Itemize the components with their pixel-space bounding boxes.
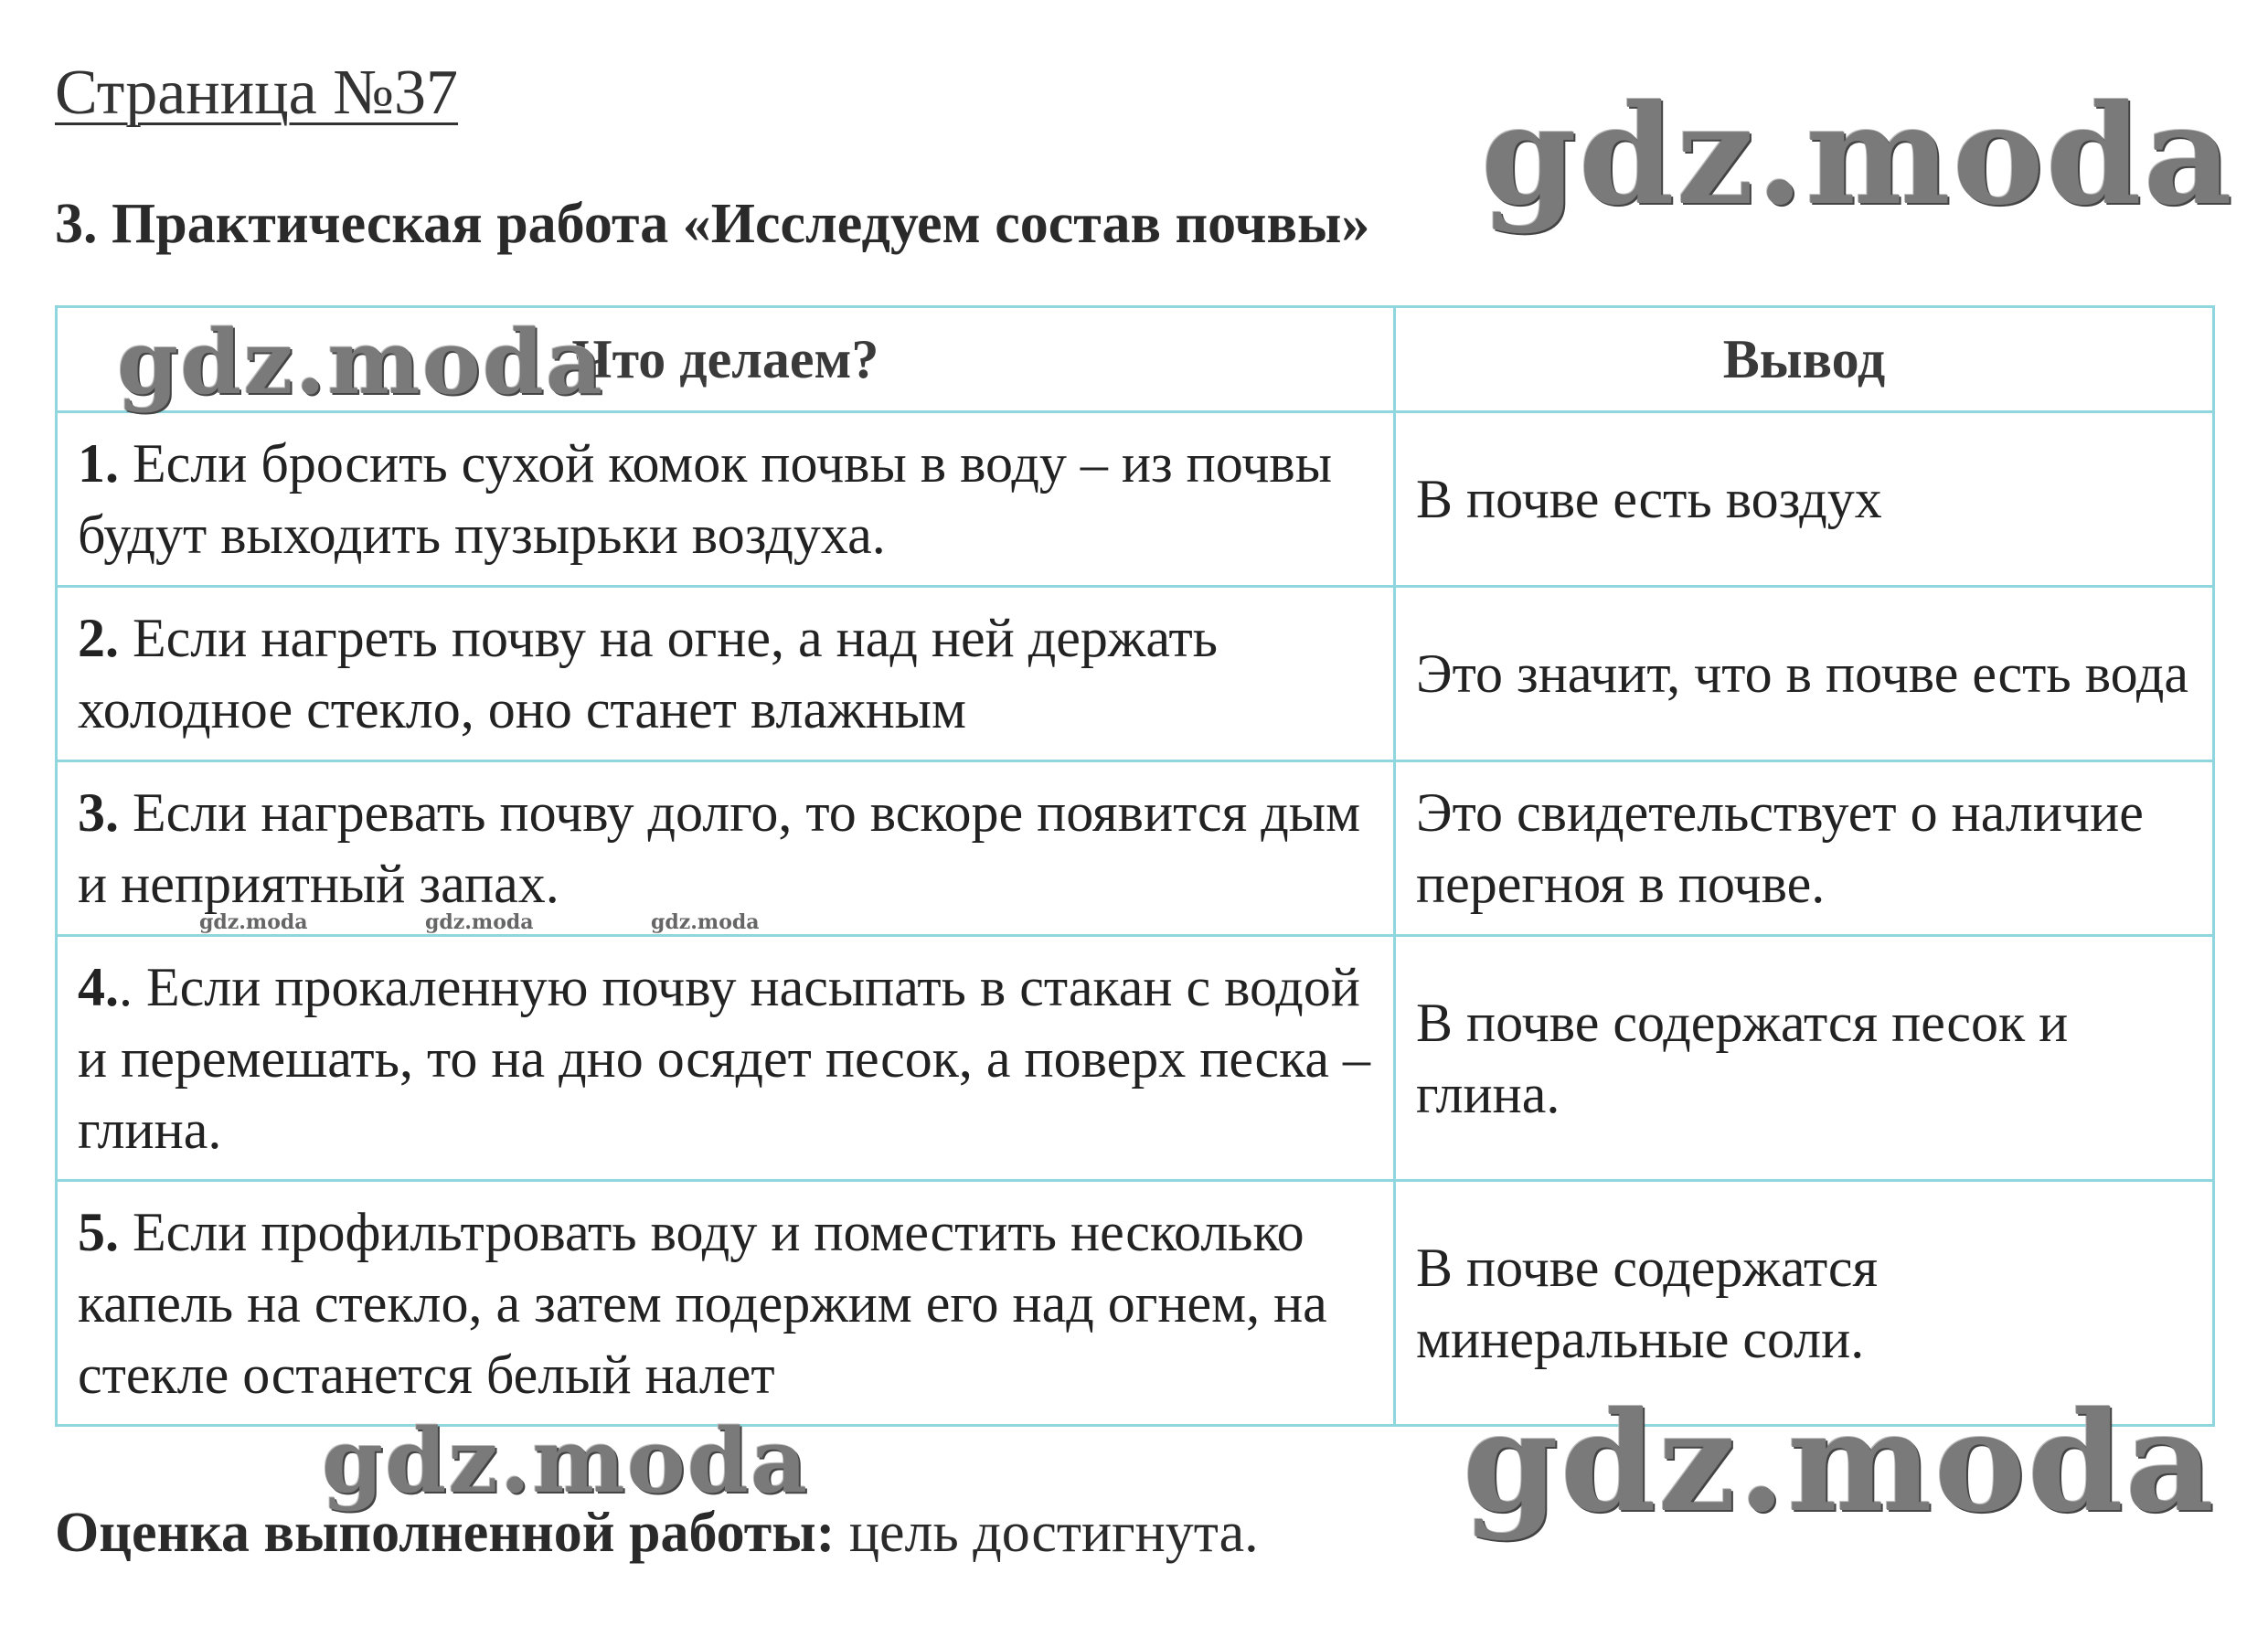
table-row [57,761,2214,936]
watermark-logo: gdz.moda [1481,75,2235,236]
conclusion-cell: В почве содержатся минеральные соли. [1395,1181,2214,1426]
row-number: 2. [78,608,119,668]
action-cell [57,412,1395,587]
header-action: Что делаем? [57,307,1395,412]
row-number: 3. [78,782,119,843]
action-text: Если профильтровать воду и поместить несколько капель на стекло, а затем подержим его над огнем, на стекле останется белый налет [78,1201,1327,1405]
evaluation-value: цель достигнута. [835,1502,1259,1564]
watermark-logo: gdz.moda [322,1409,810,1513]
table-row [57,412,2214,587]
conclusion-cell: В почве есть воздух [1395,412,2214,587]
table-row [57,936,2214,1181]
watermark-logo: gdz.moda [425,910,534,934]
row-number: 4. [78,956,119,1017]
action-text: Если бросить сухой комок почвы в воду – из почвы будут выходить пузырьки воздуха. [78,433,1333,565]
conclusion-cell: Это значит, что в почве есть вода [1395,587,2214,761]
row-number: 1. [78,433,119,494]
watermark-logo: gdz.moda [651,910,760,934]
evaluation-label: Оценка выполненной работы: [55,1502,836,1564]
header-conclusion: Вывод [1395,307,2214,412]
results-table [55,305,2215,1427]
table-row [57,587,2214,761]
watermark-logo: gdz.moda [199,910,308,934]
action-cell [57,587,1395,761]
conclusion-cell: Это свидетельствует о наличие перегноя в почве. [1395,761,2214,936]
action-cell [57,761,1395,936]
action-cell [57,936,1395,1181]
action-cell [57,1181,1395,1426]
action-text: Если нагревать почву долго, то вскоре появится дым и неприятный запах. [78,782,1361,914]
page-title: Страница №37 [55,58,459,128]
watermark-logo: gdz.moda [117,311,605,414]
watermark-logo: gdz.moda [1463,1382,2217,1543]
task-title: 3. Практическая работа «Исследуем состав почвы» [55,193,1370,255]
action-text: Если нагреть почву на огне, а над ней держать холодное стекло, оно станет влажным [78,608,1219,739]
action-text: . Если прокаленную почву насыпать в стакан с водой и перемешать, то на дно осядет песок, а поверх песка – глина. [78,956,1370,1160]
conclusion-cell: В почве содержатся песок и глина. [1395,936,2214,1181]
row-number: 5. [78,1201,119,1262]
